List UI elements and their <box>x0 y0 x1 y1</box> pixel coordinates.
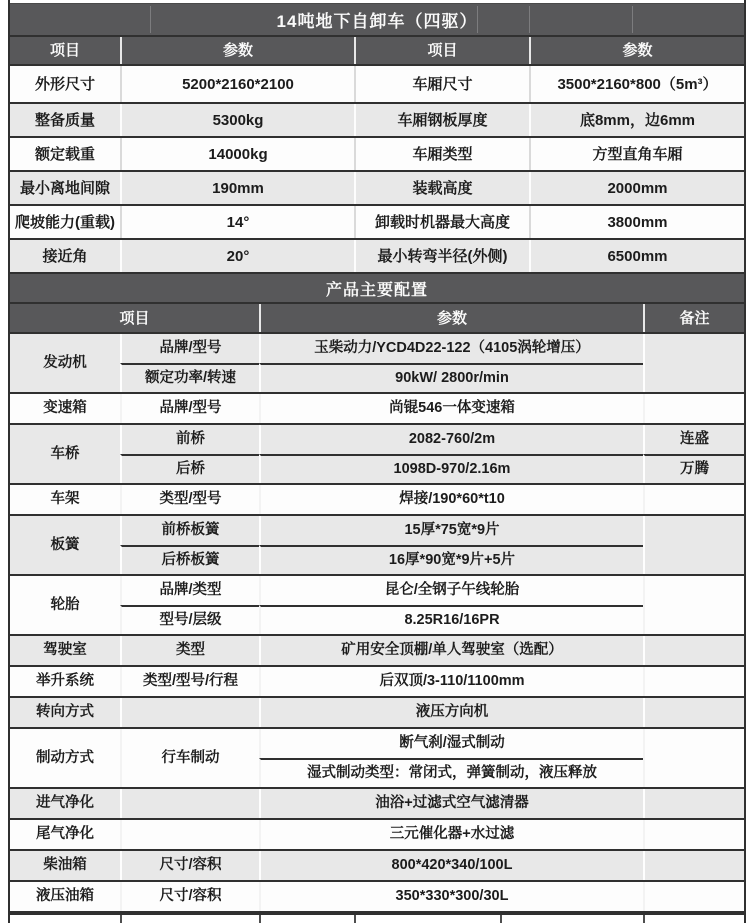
spec-label-cell: 最小离地间隙 <box>19 179 110 197</box>
spec-label-cell: 外形尺寸 <box>34 75 95 93</box>
param-value-cell: 800*420*340/100L <box>259 851 643 880</box>
group-name-cell: 制动方式 <box>36 749 94 766</box>
sub-item-cell: 类型 <box>120 636 259 665</box>
table-row <box>10 240 744 274</box>
param-value-cell: 矿用安全顶棚/单人驾驶室（选配） <box>259 636 643 665</box>
spec-header-cell: 参数 <box>120 37 354 64</box>
table-row <box>10 172 744 206</box>
spec-label-cell: 卸载时机器最大高度 <box>354 206 529 238</box>
note-cell <box>643 851 744 880</box>
param-value-cell: 2082-760/2m <box>259 425 643 454</box>
title-bar <box>10 4 744 37</box>
table-row <box>10 66 744 104</box>
table-row <box>10 104 744 138</box>
sub-item-cell: 类型/型号 <box>120 485 259 514</box>
param-value-cell: 后双顶/3-110/1100mm <box>259 667 643 696</box>
section-bar <box>10 274 744 304</box>
spec-value-cell: 底8mm，边6mm <box>529 104 744 136</box>
spec-header-cell: 项目 <box>354 37 529 64</box>
group-name-cell: 发动机 <box>43 354 87 371</box>
grid-tick <box>500 915 502 923</box>
config-group <box>10 394 744 425</box>
sub-item-cell <box>120 698 259 727</box>
config-header-cell: 参数 <box>259 304 643 332</box>
note-cell <box>643 789 744 818</box>
spec-header-row <box>10 37 744 66</box>
sub-item-cell: 额定功率/转速 <box>120 363 259 392</box>
sub-item-cell <box>120 820 259 849</box>
group-name-cell: 变速箱 <box>43 400 87 416</box>
note-cell <box>643 636 744 665</box>
note-cell <box>643 667 744 696</box>
config-group <box>10 485 744 516</box>
param-value-cell: 三元催化器+水过滤 <box>259 820 643 849</box>
sub-item-cell <box>120 789 259 818</box>
spec-value-cell: 14° <box>120 206 354 238</box>
config-group <box>10 334 744 394</box>
param-value-cell: 350*330*300/30L <box>259 882 643 911</box>
note-cell <box>643 394 744 423</box>
spec-value-cell: 6500mm <box>529 240 744 272</box>
note-cell <box>643 516 744 574</box>
grid-tick <box>120 915 122 923</box>
param-value-cell: 玉柴动力/YCD4D22-122（4105涡轮增压） <box>259 334 643 363</box>
note-cell <box>643 576 744 634</box>
section-title: 产品主要配置 <box>325 281 428 299</box>
config-header-row <box>10 304 744 334</box>
group-name-cell: 车架 <box>50 491 80 507</box>
config-group <box>10 576 744 636</box>
config-header-cell: 项目 <box>119 309 150 327</box>
sub-item-cell: 品牌/类型 <box>120 576 259 605</box>
sub-item-cell: 尺寸/容积 <box>120 851 259 880</box>
param-value-cell: 16厚*90宽*9片+5片 <box>259 545 643 574</box>
note-cell <box>643 882 744 911</box>
config-table <box>10 304 744 913</box>
spec-label-cell: 最小转弯半径(外侧) <box>354 240 529 272</box>
sub-item-cell: 前桥 <box>120 425 259 454</box>
cropped-row-bottom <box>10 913 744 923</box>
config-group <box>10 820 744 851</box>
group-name-cell: 转向方式 <box>36 704 94 720</box>
spec-value-cell: 2000mm <box>529 172 744 204</box>
config-group <box>10 789 744 820</box>
group-name-cell: 液压油箱 <box>36 888 94 904</box>
table-row <box>10 138 744 172</box>
note-cell: 连盛 <box>643 425 744 454</box>
config-group <box>10 636 744 667</box>
param-value-cell: 1098D-970/2.16m <box>259 454 643 483</box>
config-group <box>10 667 744 698</box>
config-group <box>10 729 744 789</box>
spec-value-cell: 5300kg <box>120 104 354 136</box>
spec-sheet <box>8 0 746 923</box>
sub-item-cell: 行车制动 <box>120 729 259 787</box>
grid-tick <box>259 915 261 923</box>
group-name-cell: 柴油箱 <box>43 857 87 873</box>
spec-label-cell: 车厢尺寸 <box>354 66 529 102</box>
group-name-cell: 板簧 <box>50 536 80 553</box>
spec-table <box>10 37 744 274</box>
titlebar-seam <box>150 6 151 33</box>
sub-item-cell: 品牌/型号 <box>120 394 259 423</box>
note-cell <box>643 820 744 849</box>
sub-item-cell: 型号/层级 <box>120 605 259 634</box>
spec-label-cell: 车厢钢板厚度 <box>354 104 529 136</box>
group-name-cell: 轮胎 <box>50 596 80 613</box>
note-cell <box>643 729 744 787</box>
param-value-cell: 15厚*75宽*9片 <box>259 516 643 545</box>
param-value-cell: 油浴+过滤式空气滤清器 <box>259 789 643 818</box>
titlebar-seam <box>529 6 530 33</box>
spec-value-cell: 3500*2160*800（5m³） <box>529 66 744 102</box>
group-name-cell: 驾驶室 <box>43 642 87 658</box>
config-table-body <box>10 334 744 913</box>
page-title: 14吨地下自卸车（四驱） <box>276 12 478 31</box>
spec-header-cell: 参数 <box>529 37 744 64</box>
config-group <box>10 516 744 576</box>
spec-value-cell: 方型直角车厢 <box>529 138 744 170</box>
group-name-cell: 进气净化 <box>36 795 94 811</box>
param-value-cell: 8.25R16/16PR <box>259 605 643 634</box>
spec-label-cell: 装载高度 <box>354 172 529 204</box>
param-value-cell: 断气刹/湿式制动 <box>259 729 643 758</box>
spec-value-cell: 14000kg <box>120 138 354 170</box>
spec-value-cell: 190mm <box>120 172 354 204</box>
sub-item-cell: 后桥 <box>120 454 259 483</box>
sub-item-cell: 尺寸/容积 <box>120 882 259 911</box>
sub-item-cell: 前桥板簧 <box>120 516 259 545</box>
sub-item-cell: 类型/型号/行程 <box>120 667 259 696</box>
spec-label-cell: 爬坡能力(重载) <box>15 213 115 231</box>
note-cell <box>643 698 744 727</box>
sub-item-cell: 后桥板簧 <box>120 545 259 574</box>
titlebar-seam <box>632 6 633 33</box>
grid-tick <box>354 915 356 923</box>
param-value-cell: 昆仑/全钢子午线轮胎 <box>259 576 643 605</box>
note-cell: 万腾 <box>643 454 744 483</box>
table-row <box>10 206 744 240</box>
param-value-cell: 焊接/190*60*t10 <box>259 485 643 514</box>
spec-label-cell: 车厢类型 <box>354 138 529 170</box>
spec-value-cell: 20° <box>120 240 354 272</box>
spec-value-cell: 3800mm <box>529 206 744 238</box>
spec-label-cell: 接近角 <box>42 247 88 265</box>
param-value-cell: 湿式制动类型：常闭式，弹簧制动，液压释放 <box>259 758 643 787</box>
config-group <box>10 851 744 882</box>
spec-label-cell: 额定载重 <box>34 145 95 163</box>
config-group <box>10 882 744 913</box>
spec-header-cell: 项目 <box>49 42 80 59</box>
config-group <box>10 425 744 485</box>
spec-label-cell: 整备质量 <box>34 111 95 129</box>
param-value-cell: 液压方向机 <box>259 698 643 727</box>
spec-value-cell: 5200*2160*2100 <box>120 66 354 102</box>
grid-tick <box>643 915 645 923</box>
note-cell <box>643 485 744 514</box>
sub-item-cell: 品牌/型号 <box>120 334 259 363</box>
note-cell <box>643 334 744 392</box>
config-group <box>10 698 744 729</box>
group-name-cell: 举升系统 <box>36 673 94 689</box>
titlebar-seam <box>477 6 478 33</box>
config-header-cell: 备注 <box>643 304 744 332</box>
param-value-cell: 尚锟546一体变速箱 <box>259 394 643 423</box>
spec-table-body <box>10 66 744 274</box>
group-name-cell: 车桥 <box>50 445 80 462</box>
group-name-cell: 尾气净化 <box>36 826 94 842</box>
param-value-cell: 90kW/ 2800r/min <box>259 363 643 392</box>
